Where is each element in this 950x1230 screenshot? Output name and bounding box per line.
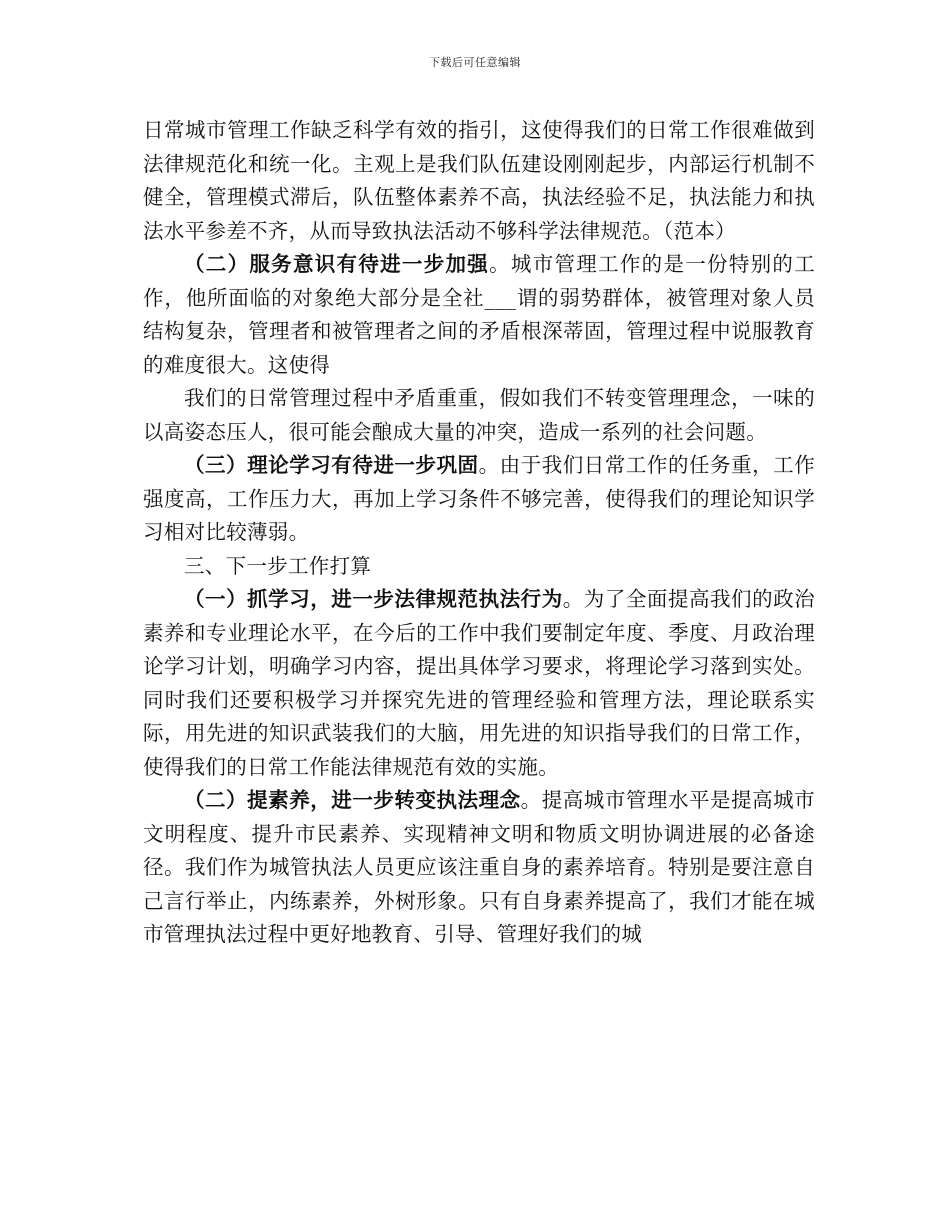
paragraph-2 [143,248,815,382]
paragraph-heading: （三）理论学习有待进一步巩固 [184,453,479,477]
paragraph-text: 日常城市管理工作缺乏科学有效的指引，这使得我们的日常工作很难做到法律规范化和统一化。主观上是我们队伍建设刚刚起步，内部运行机制不健全，管理模式滞后，队伍整体素养不高，执法经验不足，执法能力和执法水平参差不齐，从而导致执法活动不够科学法律规范。（范本） [143,118,815,243]
paragraph-text: 。由于我们日常工作的任务重，工作强度高，工作压力大，再加上学习条件不够完善，使得我们的理论知识学习相对比较薄弱。 [143,453,815,544]
section-heading [143,550,815,584]
paragraph-heading: （二）服务意识有待进一步加强 [184,252,490,276]
page-header: 下载后可任意编辑 [429,56,521,69]
paragraph-heading: （二）提素养，进一步转变执法理念 [184,788,521,812]
paragraph-1 [143,114,815,248]
paragraph-4 [143,449,815,550]
document-body [143,114,815,952]
paragraph-heading: （一）抓学习，进一步法律规范执法行为 [184,587,563,611]
paragraph-text: 。提高城市管理水平是提高城市文明程度、提升市民素养、实现精神文明和物质文明协调进展的必备途径。我们作为城管执法人员更应该注重自身的素养培育。特别是要注意自己言行举止，内练素养，外树形象。只有自身素养提高了，我们才能在城市管理执法过程中更好地教育、引导、管理好我们的城 [143,788,815,946]
paragraph-3 [143,382,815,449]
paragraph-text: 。为了全面提高我们的政治素养和专业理论水平，在今后的工作中我们要制定年度、季度、月政治理论学习计划，明确学习内容，提出具体学习要求，将理论学习落到实处。同时我们还要积极学习并探究先进的管理经验和管理方法，理论联系实际，用先进的知识武装我们的大脑，用先进的知识指导我们的日常工作，使得我们的日常工作能法律规范有效的实施。 [143,587,815,779]
paragraph-7 [143,784,815,952]
paragraph-text: 三、下一步工作打算 [184,553,372,578]
paragraph-text: 我们的日常管理过程中矛盾重重，假如我们不转变管理理念，一味的以高姿态压人，很可能会酿成大量的冲突，造成一系列的社会问题。 [143,386,815,444]
paragraph-text: 。城市管理工作的是一份特别的工作，他所面临的对象绝大部分是全社___谓的弱势群体，被管理对象人员结构复杂，管理者和被管理者之间的矛盾根深蒂固，管理过程中说服教育的难度很大。这使得 [143,252,816,377]
paragraph-6 [143,583,815,784]
